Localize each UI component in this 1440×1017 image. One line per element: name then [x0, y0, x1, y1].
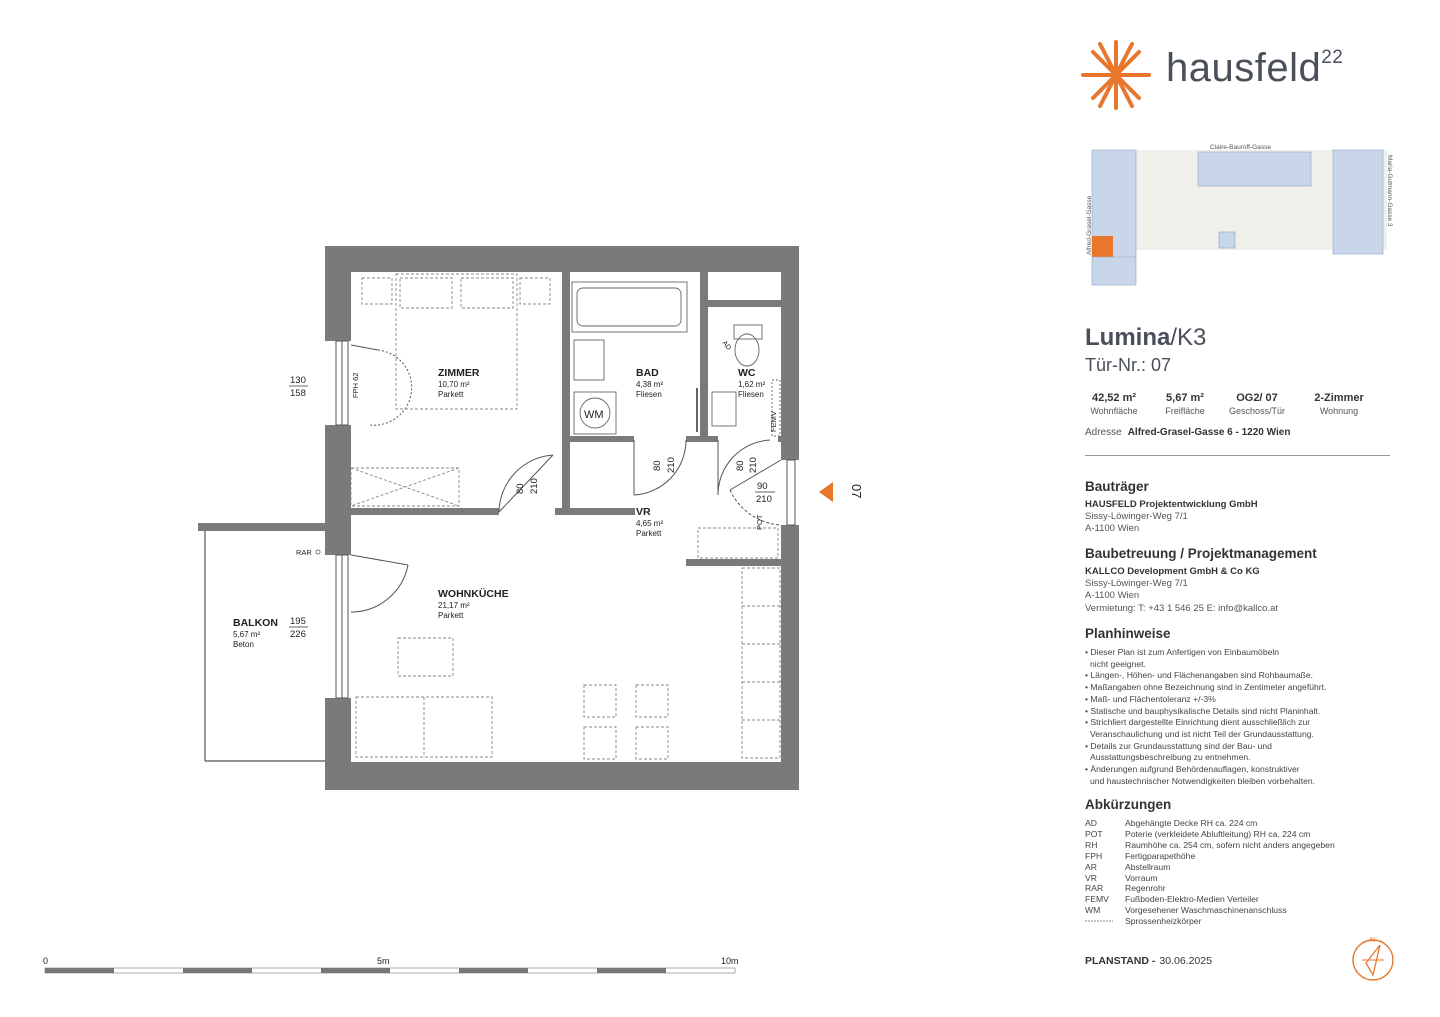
scale-label-10m: 10m [721, 956, 739, 966]
svg-text:POT: POT [755, 514, 764, 530]
project-title: Lumina/K3 [1085, 324, 1207, 351]
room-label-wohnkueche [438, 587, 509, 620]
room-label-vr [636, 506, 663, 538]
planhinweise-list: • Dieser Plan ist zum Anfertigen von Einbaumöbeln nicht geeignet. • Längen-, Höhen- und Flächenangaben sind Rohbaumaße. • Maßangaben ohne Bezeichnung sind in Zentimeter angeführt. • Maß- und Flächentoleranz +/-3% • Statische und bauphysikalische Details sind nicht Planinhalt. • Strichliert dargestellte Einrichtung dient ausschließlich zur Veranschaulichung und ist nicht Teil der Grundausstattung. • Details zur Grundausstattung sind der Bau- und Ausstattungsbeschreibung zu entnehmen. • Änderungen aufgrund Behördenauflagen, konstruktiver und haustechnischer Notwendigkeiten bleiben vorbehalten. [1085, 647, 1327, 786]
svg-text:AD: AD [720, 339, 733, 352]
svg-text:210: 210 [748, 457, 759, 473]
stat-wohnung: 2-Zimmer Wohnung [1314, 392, 1364, 416]
svg-text:WOHNKÜCHE: WOHNKÜCHE [438, 588, 509, 600]
heading-bautraeger: Bauträger [1085, 479, 1149, 494]
svg-text:FPH 62: FPH 62 [351, 372, 360, 398]
svg-text:21,17 m²: 21,17 m² [438, 601, 470, 610]
svg-text:90: 90 [757, 481, 768, 492]
svg-text:Alfred-Grasel-Gasse: Alfred-Grasel-Gasse [1086, 195, 1093, 255]
svg-text:RAR: RAR [296, 548, 312, 557]
svg-text:226: 226 [290, 629, 306, 640]
svg-text:07: 07 [849, 484, 864, 499]
scale-label-5m: 5m [377, 956, 390, 966]
stat-freiflaeche: 5,67 m² Freifläche [1165, 392, 1205, 416]
svg-text:Parkett: Parkett [438, 611, 464, 620]
heading-abkuerzungen: Abkürzungen [1085, 797, 1172, 812]
svg-text:130: 130 [290, 375, 306, 386]
room-label-wc [738, 367, 765, 399]
svg-text:Maria-Gutmann-Gasse 3: Maria-Gutmann-Gasse 3 [1386, 155, 1393, 227]
svg-text:WM: WM [584, 409, 604, 421]
room-label-zimmer [438, 367, 480, 399]
svg-text:Fliesen: Fliesen [738, 390, 764, 399]
svg-text:210: 210 [529, 478, 540, 494]
site-plan [1086, 144, 1393, 285]
svg-text:80: 80 [735, 460, 746, 471]
brand-logo-icon [1083, 42, 1149, 108]
svg-text:BALKON: BALKON [233, 617, 278, 629]
svg-text:Parkett: Parkett [438, 390, 464, 399]
baubetreuung-info: KALLCO Development GmbH & Co KG Sissy-Löwinger-Weg 7/1 A-1100 Wien Vermietung: T: +43 1 546 25 E: info@kallco.at [1085, 566, 1278, 614]
scale-bar [43, 956, 739, 973]
svg-text:VR: VR [636, 506, 651, 518]
svg-text:Fliesen: Fliesen [636, 390, 662, 399]
address: Adresse Alfred-Grasel-Gasse 6 - 1220 Wien [1085, 427, 1291, 438]
svg-text:195: 195 [290, 616, 306, 627]
scale-label-0: 0 [43, 956, 49, 966]
svg-text:80: 80 [652, 460, 663, 471]
svg-text:Beton: Beton [233, 640, 254, 649]
divider [1085, 455, 1390, 456]
stat-wohnflaeche: 42,52 m² Wohnfläche [1090, 392, 1138, 416]
svg-text:WC: WC [738, 367, 756, 379]
svg-text:80: 80 [515, 483, 526, 494]
svg-text:BAD: BAD [636, 367, 659, 379]
door-number: Tür-Nr.: 07 [1085, 355, 1172, 375]
planstand: PLANSTAND - 30.06.2025 [1085, 955, 1212, 967]
svg-text:1,62 m²: 1,62 m² [738, 380, 766, 389]
heading-planhinweise: Planhinweise [1085, 626, 1171, 641]
svg-text:Claire-Bauroff-Gasse: Claire-Bauroff-Gasse [1210, 144, 1271, 151]
svg-text:4,38 m²: 4,38 m² [636, 380, 664, 389]
svg-text:Parkett: Parkett [636, 529, 662, 538]
svg-text:10,70 m²: 10,70 m² [438, 380, 470, 389]
heading-baubetreuung: Baubetreuung / Projektmanagement [1085, 546, 1317, 561]
radiator-icon [1085, 916, 1125, 927]
svg-text:158: 158 [290, 388, 306, 399]
svg-text:4,65 m²: 4,65 m² [636, 519, 664, 528]
stat-geschoss: OG2/ 07 Geschoss/Tür [1228, 392, 1286, 416]
svg-text:210: 210 [666, 457, 677, 473]
entrance-marker [819, 482, 864, 502]
brand-wordmark: hausfeld$^{22}$ [1166, 46, 1344, 90]
balcony-area [198, 523, 333, 761]
svg-text:N: N [1370, 937, 1376, 944]
svg-text:ZIMMER: ZIMMER [438, 367, 480, 379]
svg-text:210: 210 [756, 494, 772, 505]
room-label-bad [636, 367, 663, 399]
room-label-balkon [233, 617, 278, 649]
bautraeger-info: HAUSFELD Projektentwicklung GmbH Sissy-Löwinger-Weg 7/1 A-1100 Wien [1085, 499, 1258, 535]
walls [325, 246, 799, 790]
abkuerzungen-list: AD Abgehängte Decke RH ca. 224 cm POT Poterie (verkleidete Abluftleitung) RH ca. 224 cm RH Raumhöhe ca. 254 cm, sofern nicht anders angegeben FPH Fertigparapethöhe AR Abstellraum VR Vorraum RAR Regenrohr FEMV Fußboden-Elektro-Medien Verteiler WM Vorgesehener Waschmaschinenanschluss Sprossenheizkörper [1085, 818, 1335, 927]
north-arrow-icon [1350, 933, 1396, 983]
svg-text:5,67 m²: 5,67 m² [233, 630, 261, 639]
svg-text:FEMV: FEMV [769, 411, 778, 432]
